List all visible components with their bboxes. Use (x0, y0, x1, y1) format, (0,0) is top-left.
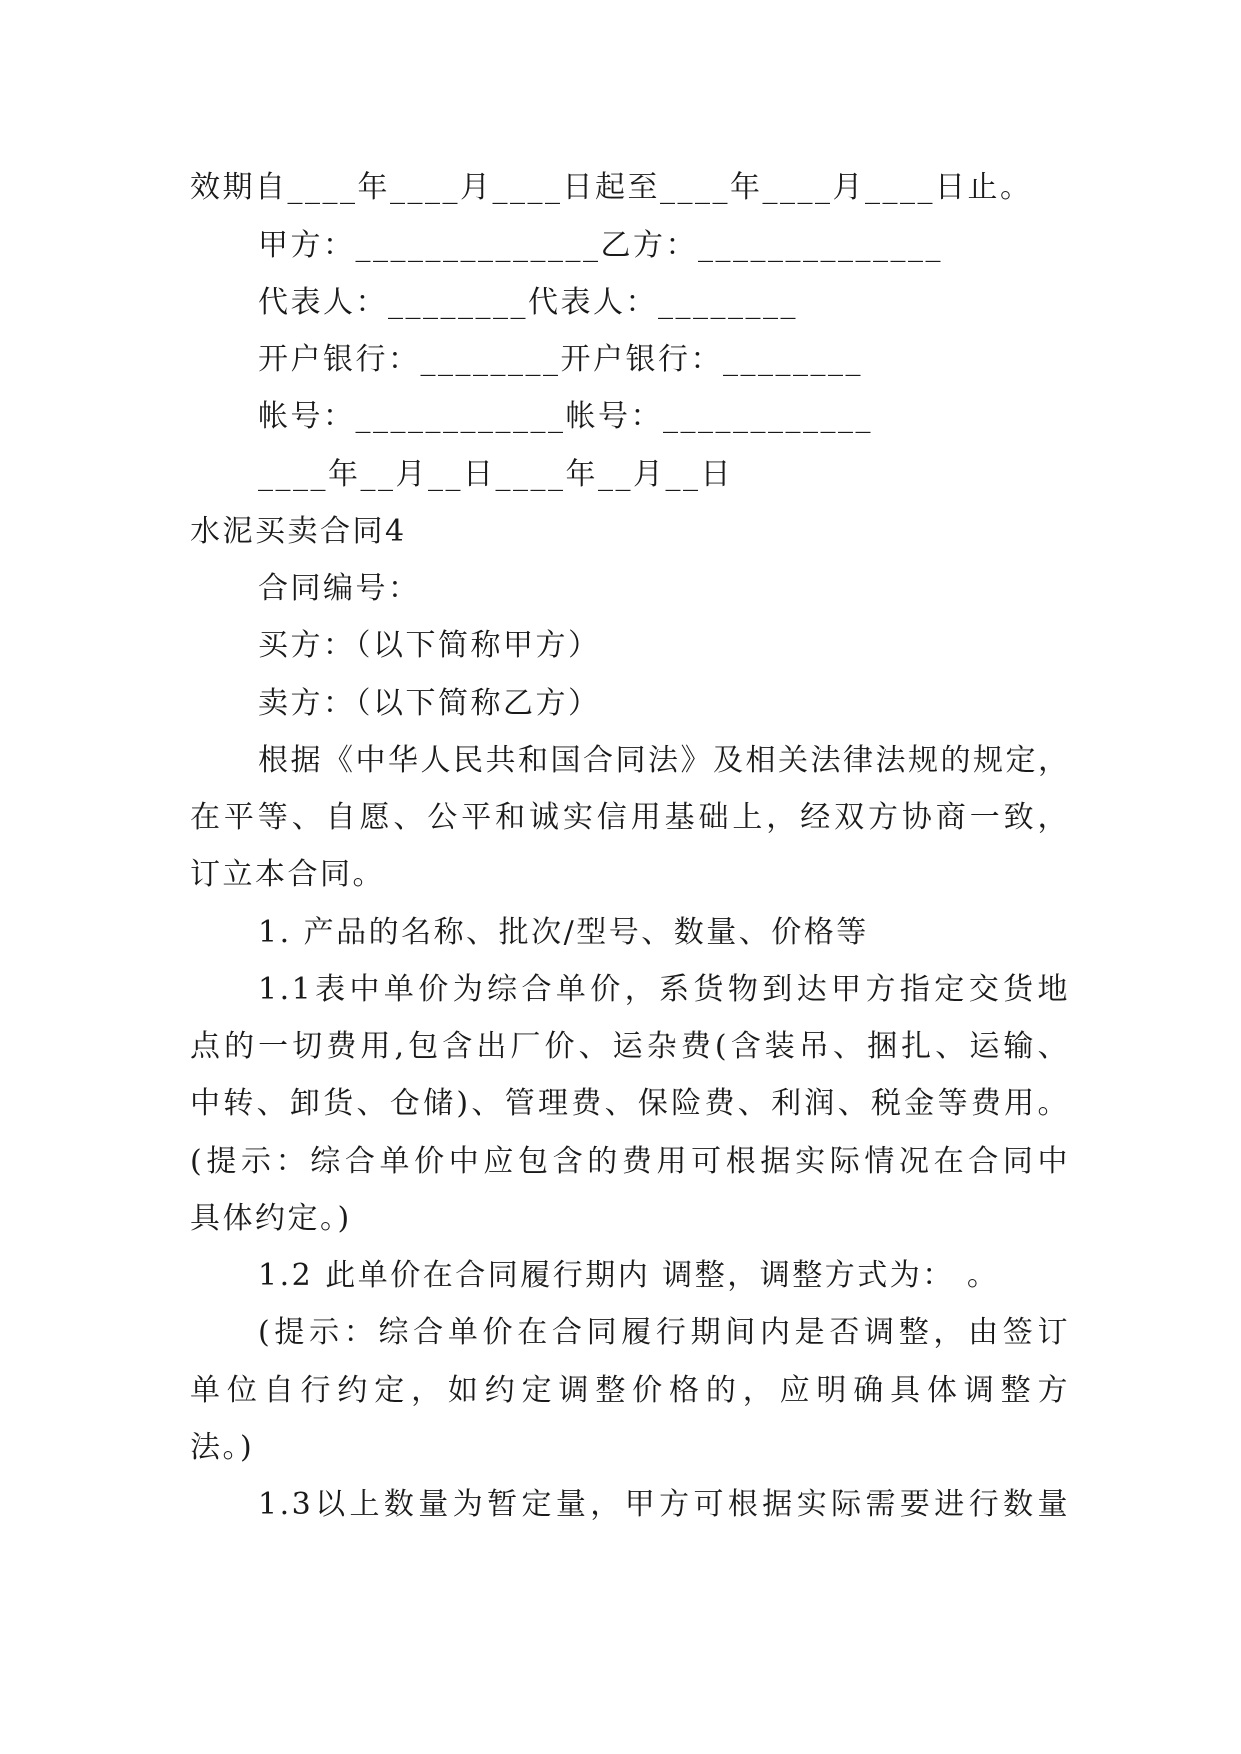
paragraph-line: (提示：综合单价中应包含的费用可根据实际情况在合同中 (190, 1144, 1070, 1179)
date-line: ____年__月__日____年__月__日 (258, 457, 733, 492)
paragraph-line: 1.2 此单价在合同履行期内 调整，调整方式为： 。 (258, 1258, 1000, 1293)
party-a-b-line: 甲方：______________乙方：______________ (258, 228, 943, 263)
paragraph-line: (提示：综合单价在合同履行期间内是否调整，由签订 (258, 1315, 1070, 1350)
paragraph-line: 法。) (190, 1430, 255, 1465)
clause-heading: 1. 产品的名称、批次/型号、数量、价格等 (258, 915, 869, 950)
paragraph-line: 点的一切费用,包含出厂价、运杂费(含装吊、捆扎、运输、 (190, 1029, 1070, 1064)
paragraph-line: 根据《中华人民共和国合同法》及相关法律法规的规定， (258, 743, 1071, 778)
paragraph-line: 中转、卸货、仓储)、管理费、保险费、利润、税金等费用。 (190, 1086, 1070, 1121)
contract-number-line: 合同编号： (258, 571, 421, 606)
paragraph-line: 1.3以上数量为暂定量，甲方可根据实际需要进行数量 (258, 1487, 1070, 1522)
validity-period-line: 效期自____年____月____日起至____年____月____日止。 (190, 170, 1033, 205)
account-line: 帐号：____________帐号：____________ (258, 399, 873, 434)
paragraph-line: 订立本合同。 (190, 857, 385, 892)
bank-line: 开户银行：________开户银行：________ (258, 342, 863, 377)
buyer-line: 买方：（以下简称甲方） (258, 628, 601, 663)
paragraph-line: 在平等、自愿、公平和诚实信用基础上，经双方协商一致， (190, 800, 1070, 835)
paragraph-line: 单位自行约定，如约定调整价格的，应明确具体调整方 (190, 1373, 1070, 1408)
representative-line: 代表人：________代表人：________ (258, 285, 798, 320)
paragraph-line: 具体约定。) (190, 1201, 352, 1236)
paragraph-line: 1.1表中单价为综合单价，系货物到达甲方指定交货地 (258, 972, 1070, 1007)
seller-line: 卖方：（以下简称乙方） (258, 686, 601, 721)
section-title: 水泥买卖合同4 (190, 514, 407, 549)
